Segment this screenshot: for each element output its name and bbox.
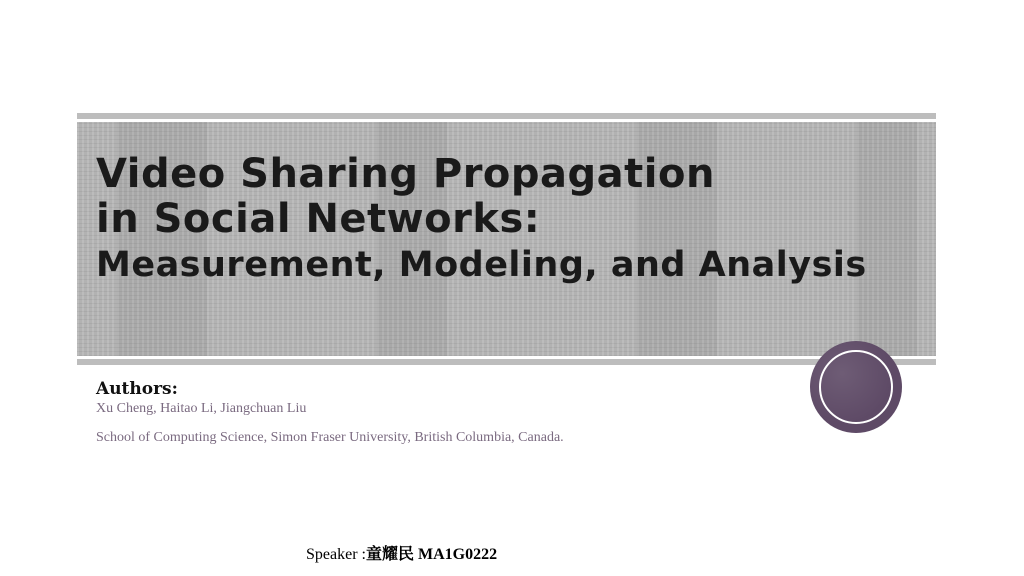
slide-title: [96, 152, 867, 288]
banner-bottom-line: [77, 359, 936, 365]
banner-top-line: [77, 113, 936, 119]
decorative-circle: [810, 341, 902, 433]
decorative-circle-ring: [819, 350, 893, 424]
speaker-name: 童耀民 MA1G0222: [365, 546, 498, 563]
title-line-1: Video Sharing Propagation: [96, 151, 715, 197]
title-line-3: Measurement, Modeling, and Analysis: [96, 245, 867, 285]
author-names: Xu Cheng, Haitao Li, Jiangchuan Liu: [96, 401, 307, 416]
speaker-label: Speaker :: [306, 546, 366, 563]
author-affiliation: School of Computing Science, Simon Fraser University, British Columbia, Canada.: [96, 430, 564, 445]
authors-heading: Authors:: [96, 379, 178, 399]
speaker-line: [306, 541, 497, 564]
title-line-2: in Social Networks:: [96, 196, 541, 242]
